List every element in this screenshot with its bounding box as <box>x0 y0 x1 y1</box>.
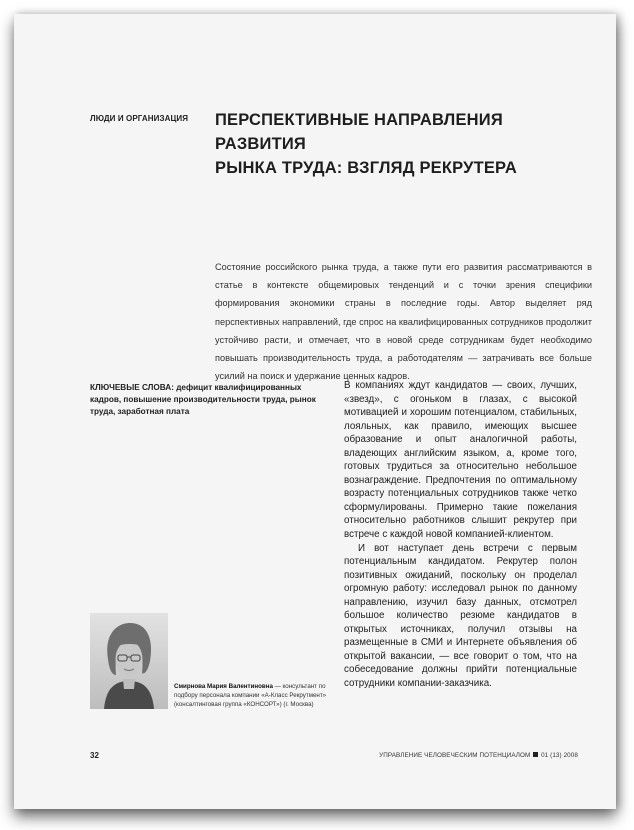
author-name: Смирнова Мария Валентиновна <box>174 683 273 690</box>
journal-footer <box>379 752 578 759</box>
title-line: РЫНКА ТРУДА: ВЗГЛЯД РЕКРУТЕРА <box>215 159 517 177</box>
abstract-text: Состояние российского рынка труда, а также пути его развития рассматриваются в статье в контексте общемировых тенденций и с точки зрения специфики формирования экономики страны в последние годы. Автор выделяет ряд перспективных направлений, где спрос на квалифицированных сотрудников продолжит устойчиво расти, и отмечает, что в новой среде сотрудникам будет необходимо повышать производительность труда, а работодателям — затрачивать все больше усилий на поиск и удержание ценных кадров. <box>215 262 592 382</box>
journal-issue: 01 (13) 2008 <box>541 752 578 759</box>
author-photo <box>90 613 168 709</box>
title-line: ПЕРСПЕКТИВНЫЕ НАПРАВЛЕНИЯ РАЗВИТИЯ <box>215 111 503 153</box>
journal-name: УПРАВЛЕНИЕ ЧЕЛОВЕЧЕСКИМ ПОТЕНЦИАЛОМ <box>379 752 531 759</box>
author-description: — консультант по подбору персонала компании «А-Класс Рекрутмент» (консалтинговая группа «КОНСОРТ») (г. Москва) <box>174 683 327 709</box>
section-label: ЛЮДИ И ОРГАНИЗАЦИЯ <box>90 114 189 123</box>
abstract <box>215 258 592 385</box>
author-info <box>174 682 328 710</box>
body-paragraph: И вот наступает день встречи с первым потенциальным кандидатом. Рекрутер полон позитивных ожиданий, поскольку он проделал огромную работу: исследовал рынок по данному направлению, изучил базу данных, отсмотрел большое количество резюме кандидатов в открытых источниках, получил отзывы на размещенные в СМИ и Интернете объявления об открытой вакансии, — все говорит о том, что на собеседование должны прийти потенциальные сотрудники компании-заказчика. <box>344 542 577 690</box>
journal-page <box>14 14 616 809</box>
keywords: КЛЮЧЕВЫЕ СЛОВА: дефицит квалифицированных кадров, повышение производительности труда, рынок труда, заработная плата <box>90 383 316 416</box>
article-body <box>344 379 577 691</box>
body-paragraph: В компаниях ждут кандидатов — своих, лучших, «звезд», с огоньком в глазах, с высокой мотивацией и хорошим потенциалом, стабильных, лояльных, как правило, имеющих высшее образование и опыт аналогичной работы, владеющих английским языком, а, кроме того, готовых трудиться за относительно небольшое вознаграждение. Предпочтения по оптимальному возрасту потенциальных сотрудников также четко сформулированы. Примерно такие пожелания относительно работников слышит рекрутер при встрече с каждой новой компанией-клиентом. <box>344 380 577 541</box>
square-separator-icon <box>533 752 538 757</box>
article-title <box>215 108 595 180</box>
page-number: 32 <box>90 751 99 760</box>
